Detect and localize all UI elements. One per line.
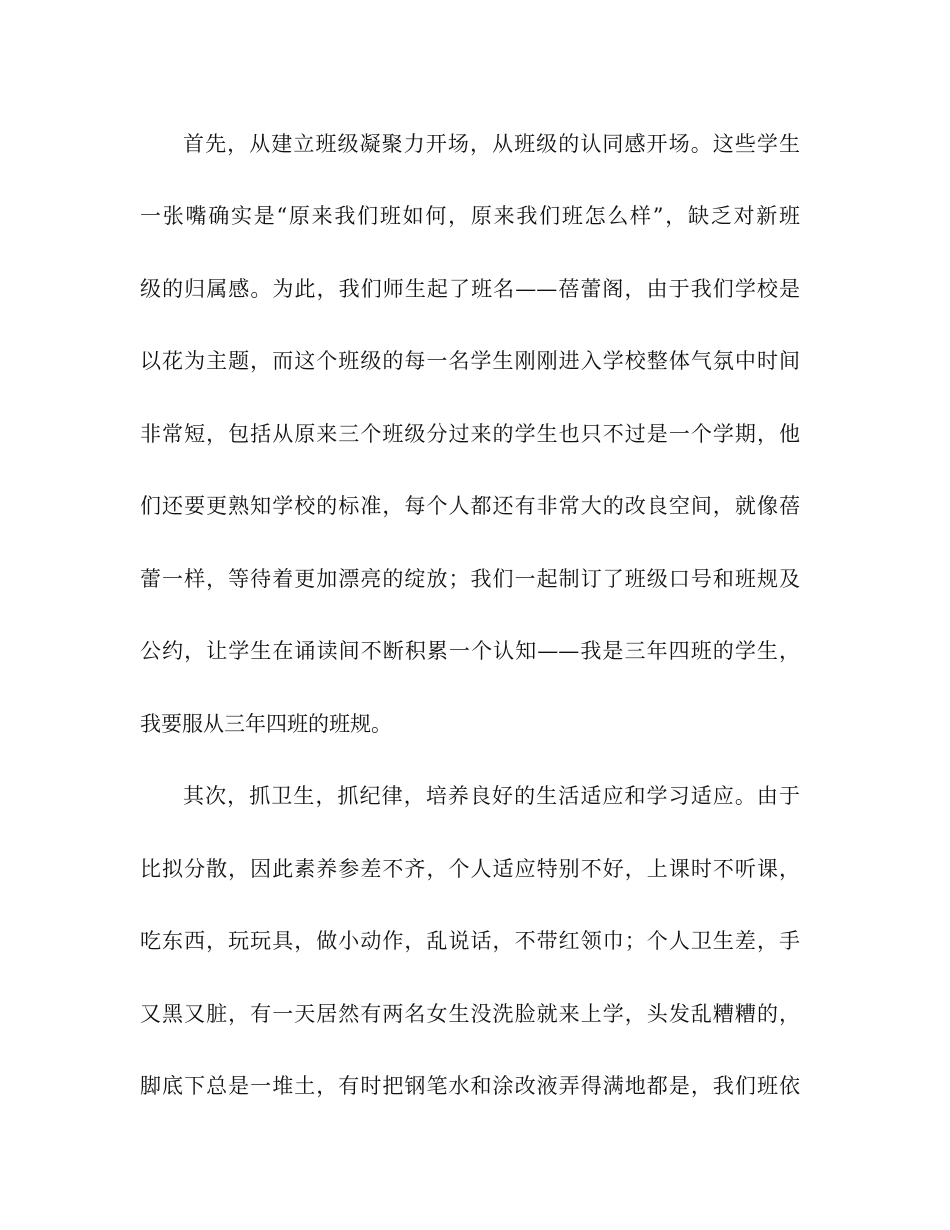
text-line: 吃东西，玩玩具，做小动作，乱说话，不带红领巾；个人卫生差，手 bbox=[140, 929, 800, 953]
text-line: 们还要更熟知学校的标准，每个人都还有非常大的改良空间，就像蓓 bbox=[140, 494, 800, 518]
text-line: 脚底下总是一堆土，有时把钢笔水和涂改液弄得满地都是，我们班依 bbox=[140, 1074, 800, 1098]
text-line: 一张嘴确实是“原来我们班如何，原来我们班怎么样”，缺乏对新班 bbox=[140, 204, 800, 228]
text-line: 级的归属感。为此，我们师生起了班名——蓓蕾阁，由于我们学校是 bbox=[140, 277, 800, 301]
text-line: 又黑又脏，有一天居然有两名女生没洗脸就来上学，头发乱糟糟的， bbox=[140, 1002, 800, 1026]
text-line: 非常短，包括从原来三个班级分过来的学生也只不过是一个学期，他 bbox=[140, 422, 800, 446]
text-line: 首先，从建立班级凝聚力开场，从班级的认同感开场。这些学生 bbox=[183, 132, 800, 156]
text-line: 比拟分散，因此素养参差不齐，个人适应特别不好，上课时不听课， bbox=[140, 857, 800, 881]
text-line: 以花为主题，而这个班级的每一名学生刚刚进入学校整体气氛中时间 bbox=[140, 349, 800, 373]
text-line: 其次，抓卫生，抓纪律，培养良好的生活适应和学习适应。由于 bbox=[183, 784, 800, 808]
text-line: 蕾一样，等待着更加漂亮的绽放；我们一起制订了班级口号和班规及 bbox=[140, 567, 800, 591]
text-line: 我要服从三年四班的班规。 bbox=[140, 712, 392, 736]
text-line: 公约，让学生在诵读间不断积累一个认知——我是三年四班的学生， bbox=[140, 639, 800, 663]
